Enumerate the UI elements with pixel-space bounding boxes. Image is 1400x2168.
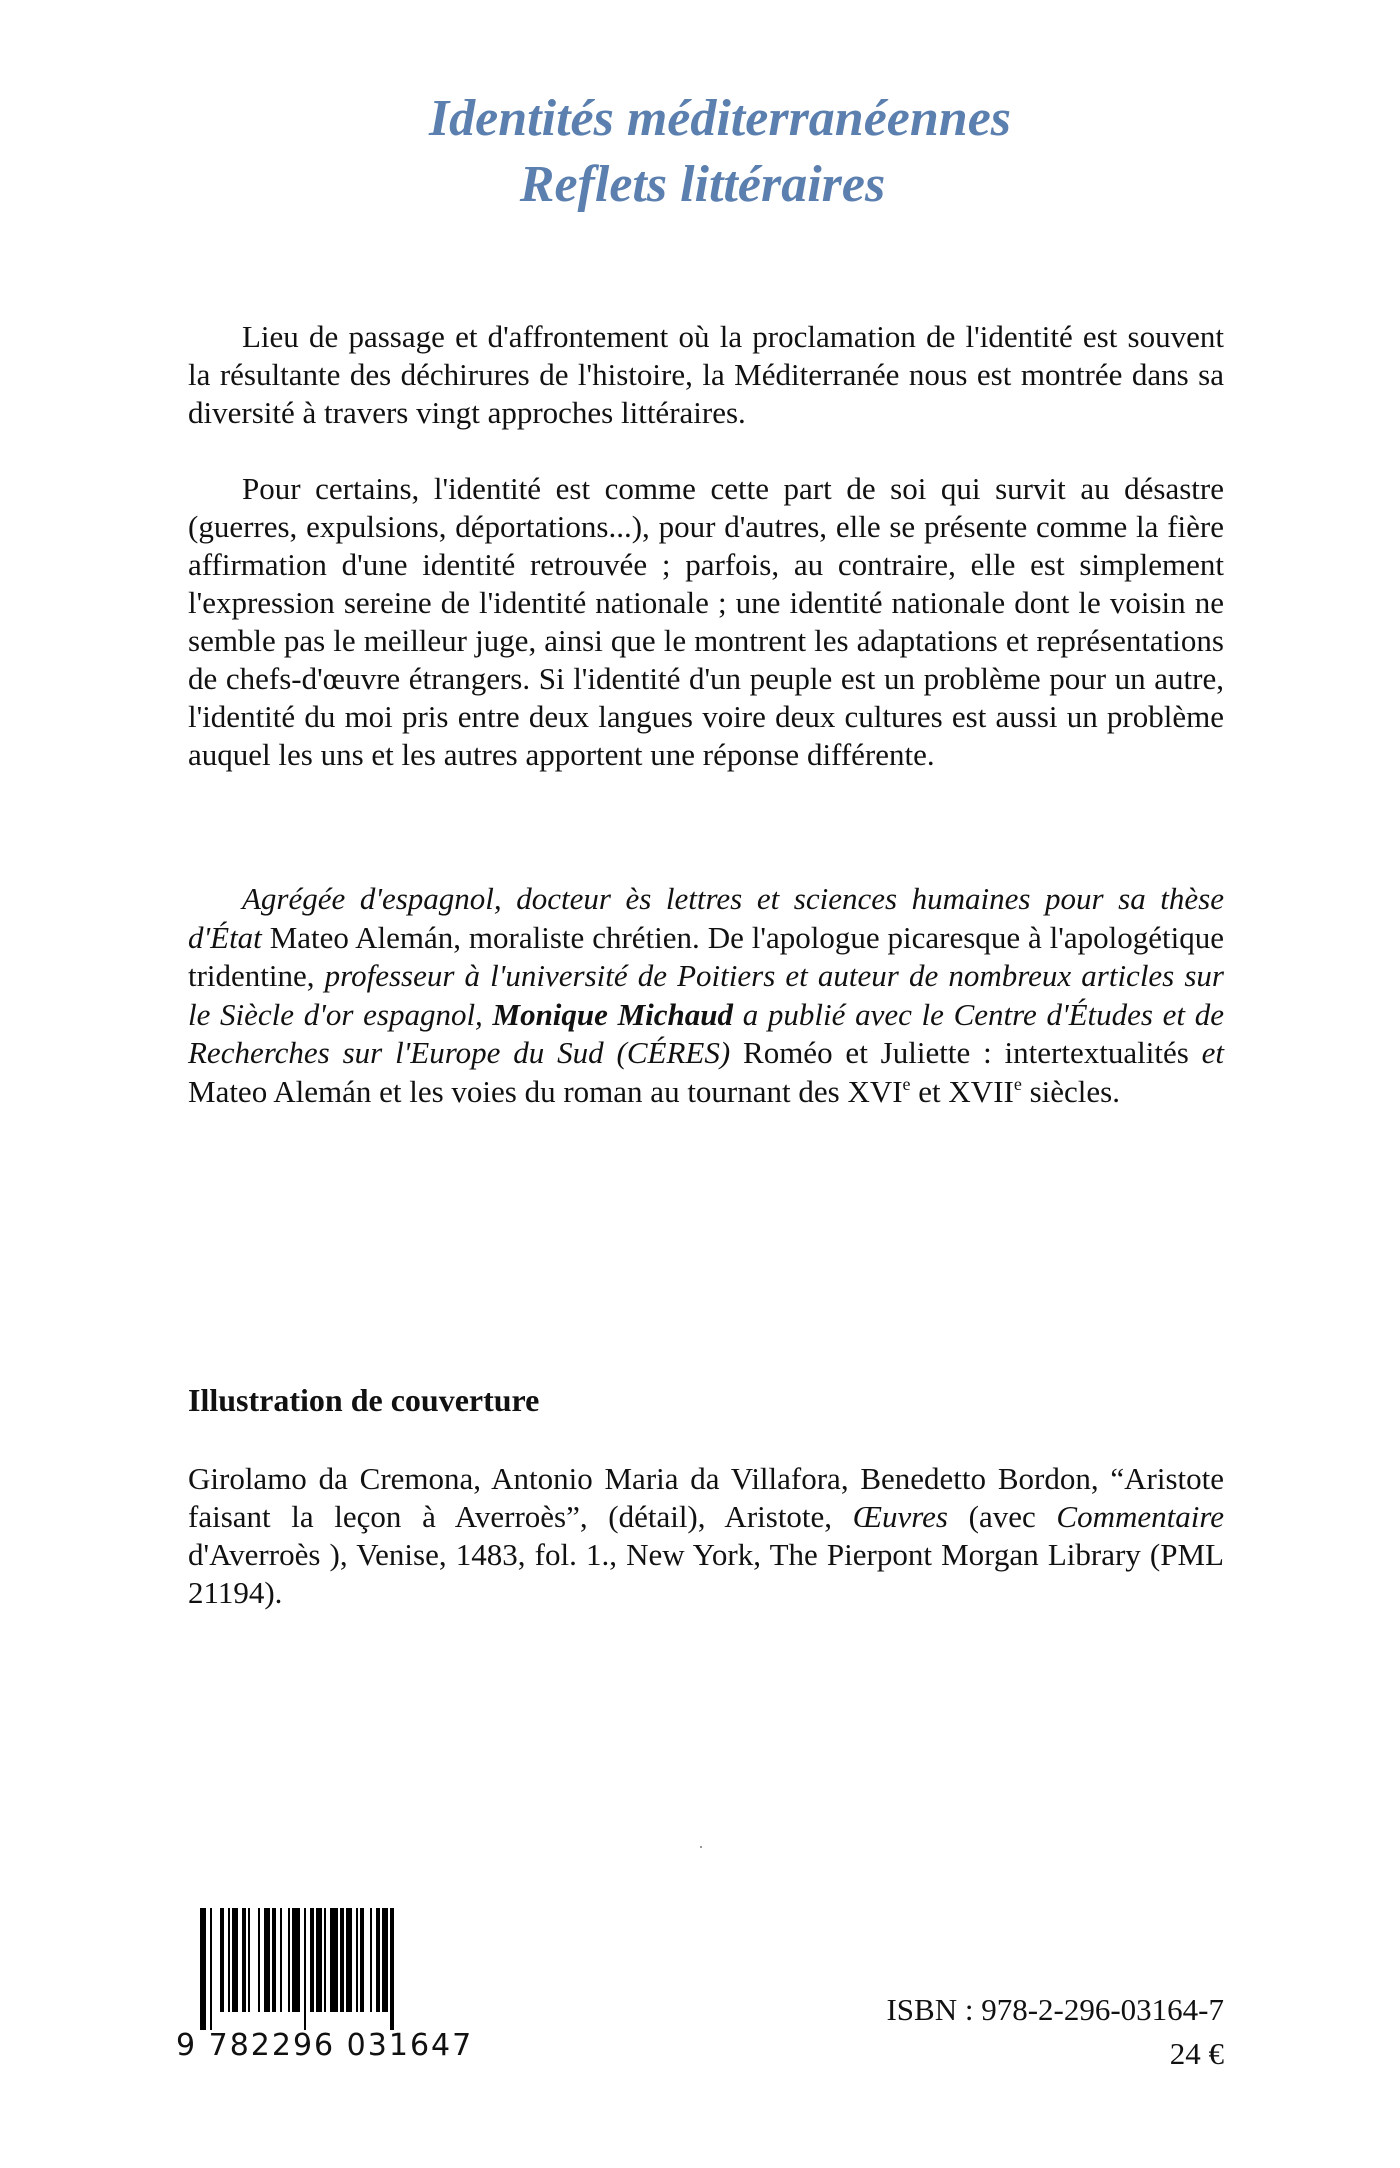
price: 24 € bbox=[1169, 2036, 1224, 2071]
credit-commentary: Commentaire bbox=[1056, 1499, 1224, 1534]
barcode-bar bbox=[228, 1908, 230, 2012]
bio-position: professeur à l'université de Poitiers et auteur de nombreux articles sur le Siècle d'or espagnol, bbox=[188, 958, 1224, 1032]
barcode-digits: 9 782296 031647 bbox=[176, 2028, 474, 2063]
bio-work-2-cont: et XVII bbox=[910, 1073, 1014, 1109]
barcode-bar bbox=[330, 1908, 338, 2012]
barcode-bar bbox=[248, 1908, 250, 2012]
credit-text-1: Girolamo da Cremona, Antonio Maria da Villafora, Benedetto Bordon, “Aristote faisant la leçon à Averroès”, (détail), Aristote, bbox=[188, 1461, 1224, 1534]
bio-thesis-title: Mateo Alemán, moraliste chrétien. De l'apologue picaresque à l'apologétique tridentine, bbox=[188, 919, 1224, 993]
barcode-bar bbox=[200, 1908, 206, 2030]
century-superscript-2: e bbox=[1013, 1073, 1022, 1094]
bio-work-1: Roméo et Juliette : intertextualités bbox=[730, 1035, 1202, 1070]
barcode-bar bbox=[292, 1908, 300, 2012]
bio-work-2: Mateo Alemán et les voies du roman au tournant des XVI bbox=[188, 1073, 903, 1109]
book-subtitle: Reflets littéraires bbox=[519, 156, 886, 213]
barcode-bar bbox=[242, 1908, 246, 2012]
barcode-bar bbox=[220, 1908, 224, 2012]
illustration-heading: Illustration de couverture bbox=[188, 1382, 540, 1418]
author-bio bbox=[188, 880, 1224, 1111]
intro-paragraph-2: Pour certains, l'identité est comme cette part de soi qui survit au désastre (guerres, expulsions, déportations...), pour d'autres, elle se présente comme la fière affirmation d'une identité retrouvée ; parfois, au contraire, elle est simplement l'expression sereine de l'identité nationale ; une identité nationale dont le voisin ne semble pas le meilleur juge, ainsi que le montrent les adaptations et représentations de chefs-d'œuvre étrangers. Si l'identité d'un peuple est un problème pour un autre, l'identité du moi pris entre deux langues voire deux cultures est aussi un problème auquel les uns et les autres apportent une réponse différente. bbox=[188, 471, 1224, 772]
intro-paragraph-1: Lieu de passage et d'affrontement où la proclamation de l'identité est souvent la résultante des déchirures de l'histoire, la Méditerranée nous est montrée dans sa diversité à travers vingt approches littéraires. bbox=[188, 319, 1224, 430]
barcode-bar bbox=[304, 1908, 306, 2030]
print-speck bbox=[700, 1846, 702, 1848]
bio-conjunction: et bbox=[1201, 1035, 1225, 1070]
barcode-bar bbox=[316, 1908, 322, 2012]
barcode-bar bbox=[258, 1908, 260, 2012]
barcode-bar bbox=[310, 1908, 314, 2012]
barcode-bar bbox=[346, 1908, 352, 2012]
century-superscript-1: e bbox=[902, 1073, 911, 1094]
barcode-bar bbox=[288, 1908, 290, 2012]
barcode-bar bbox=[376, 1908, 380, 2012]
barcode-bar bbox=[272, 1908, 276, 2012]
barcode-bar bbox=[360, 1908, 364, 2012]
barcode-bar bbox=[210, 1908, 212, 2030]
barcode-bar bbox=[264, 1908, 270, 2012]
barcode-bar bbox=[370, 1908, 372, 2012]
barcode-bar bbox=[382, 1908, 388, 2012]
barcode-bar bbox=[340, 1908, 344, 2012]
barcode-bars bbox=[200, 1908, 500, 2030]
barcode-bar bbox=[280, 1908, 282, 2012]
bio-publisher: a publié avec le Centre d'Études et de Recherches sur l'Europe du Sud (CÉRES) bbox=[188, 996, 1224, 1070]
barcode bbox=[176, 1908, 526, 2068]
barcode-bar bbox=[356, 1908, 358, 2012]
credit-text-3: d'Averroès ), Venise, 1483, fol. 1., New York, The Pierpont Morgan Library (PML 21194). bbox=[188, 1537, 1224, 1610]
credit-text-2: (avec bbox=[947, 1499, 1057, 1534]
bio-credentials: Agrégée d'espagnol, docteur ès lettres et sciences humaines pour sa thèse d'État bbox=[188, 881, 1224, 955]
isbn: ISBN : 978-2-296-03164-7 bbox=[886, 1992, 1224, 2027]
illustration-credit bbox=[188, 1460, 1224, 1612]
bio-work-2-end: siècles. bbox=[1021, 1073, 1120, 1109]
book-title: Identités méditerranéennes bbox=[428, 90, 1012, 147]
barcode-bar bbox=[390, 1908, 394, 2030]
barcode-bar bbox=[232, 1908, 238, 2012]
credit-work-title: Œuvres bbox=[852, 1499, 948, 1534]
barcode-bar bbox=[324, 1908, 326, 2012]
author-name: Monique Michaud bbox=[492, 996, 734, 1032]
